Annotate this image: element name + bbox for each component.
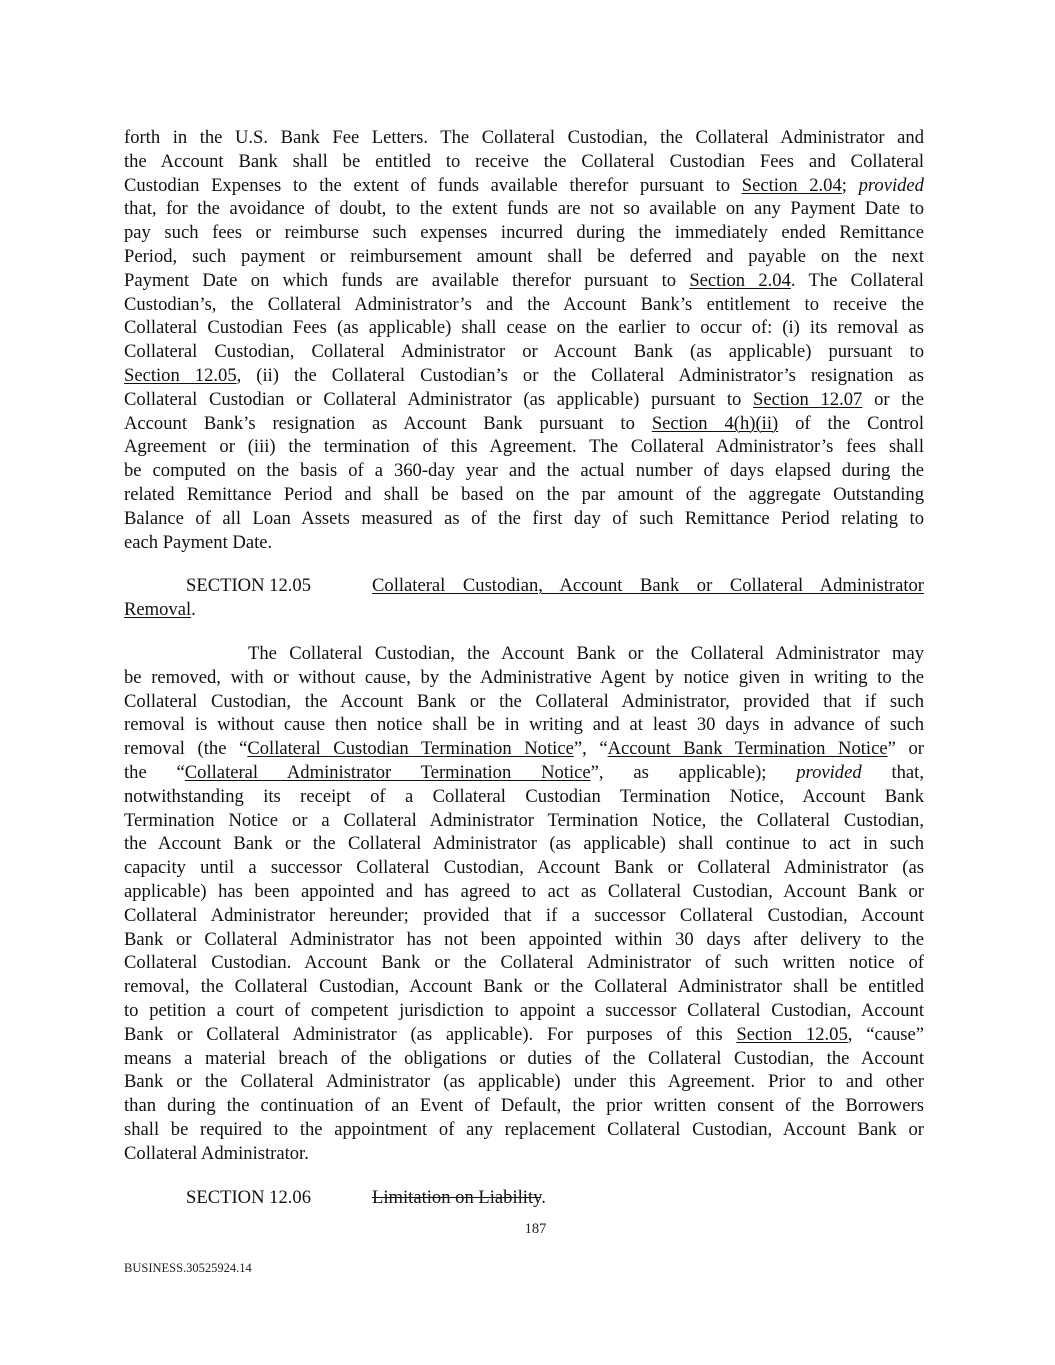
text-line: forth in the U.S. Bank Fee Letters. The Collateral Custodian, the Collateral Administrator and xyxy=(124,127,924,148)
text-line: Custodian Expenses to the extent of funds available therefor pursuant to Section 2.04; provided xyxy=(124,174,924,196)
text-line: be removed, with or without cause, by the Administrative Agent by notice given in writing to the xyxy=(124,666,924,688)
text-line: Collateral Custodian. Account Bank or the Collateral Administrator of such written notice of xyxy=(124,952,924,974)
text-line: to petition a court of competent jurisdiction to appoint a successor Collateral Custodian, Account xyxy=(124,999,924,1021)
text-line: Collateral Custodian Fees (as applicable) shall cease on the earlier to occur of: (i) its removal as xyxy=(124,317,924,339)
text-line: Collateral Custodian or Collateral Administrator (as applicable) pursuant to Section 12.07 or the xyxy=(124,388,924,410)
text-line: Agreement or (iii) the termination of this Agreement. The Collateral Administrator’s fees shall xyxy=(124,436,924,458)
defined-term: Collateral Administrator Termination Notice xyxy=(184,761,591,783)
text-line: than during the continuation of an Event of Default, the prior written consent of the Borrowers xyxy=(124,1095,924,1117)
section-title: Collateral Custodian, Account Bank or Collateral Administrator xyxy=(372,575,924,596)
cross-reference-link[interactable]: Section 4(h)(ii) xyxy=(651,412,779,434)
text-line: that, for the avoidance of doubt, to the extent funds are not so available on any Payment Date to xyxy=(124,198,924,220)
defined-term: Account Bank Termination Notice xyxy=(607,738,888,760)
text-line: Collateral Administrator. xyxy=(124,1142,309,1164)
text-line: Period, such payment or reimbursement amount shall be deferred and payable on the next xyxy=(124,245,924,267)
text-line: Custodian’s, the Collateral Administrator’s and the Account Bank’s entitlement to receive the xyxy=(124,293,924,315)
provided-emphasis: provided xyxy=(858,174,924,196)
section-title-continued: Removal xyxy=(124,598,192,620)
text-line: the Account Bank shall be entitled to receive the Collateral Custodian Fees and Collateral xyxy=(124,150,924,172)
text-line: each Payment Date. xyxy=(124,531,273,553)
text-line: Bank or Collateral Administrator (as applicable). For purposes of this Section 12.05, “cause” xyxy=(124,1023,924,1045)
text-line: notwithstanding its receipt of a Collateral Custodian Termination Notice, Account Bank xyxy=(124,785,924,807)
text-line: be computed on the basis of a 360-day year and the actual number of days elapsed during the xyxy=(124,460,924,482)
defined-term: Collateral Custodian Termination Notice xyxy=(247,738,574,760)
text-line: removal is without cause then notice shall be in writing and at least 30 days in advance of such xyxy=(124,714,924,736)
text-line: removal, the Collateral Custodian, Account Bank or the Collateral Administrator shall be entitled xyxy=(124,976,924,998)
text-line: Termination Notice or a Collateral Administrator Termination Notice, the Collateral Custodian, xyxy=(124,809,924,831)
text-line: capacity until a successor Collateral Custodian, Account Bank or Collateral Administrator (as xyxy=(124,857,924,879)
cross-reference-link[interactable]: Section 12.07 xyxy=(753,388,863,410)
text-line: shall be required to the appointment of any replacement Collateral Custodian, Account Bank or xyxy=(124,1118,924,1140)
text-line: Payment Date on which funds are available therefor pursuant to Section 2.04. The Collateral xyxy=(124,269,924,291)
text-line: pay such fees or reimburse such expenses incurred during the immediately ended Remittance xyxy=(124,222,924,244)
cross-reference-link[interactable]: Section 12.05 xyxy=(124,364,237,386)
paragraph-fees xyxy=(124,126,924,554)
text-line: Collateral Custodian, Collateral Administrator or Account Bank (as applicable) pursuant to xyxy=(124,341,924,363)
text-line: Bank or the Collateral Administrator (as applicable) under this Agreement. Prior to and other xyxy=(124,1071,924,1093)
section-title-struck: Limitation on Liability xyxy=(372,1187,542,1208)
text-line: related Remittance Period and shall be based on the par amount of the aggregate Outstanding xyxy=(124,483,924,505)
text-line: applicable) has been appointed and has agreed to act as Collateral Custodian, Account Bank or xyxy=(124,880,924,902)
cross-reference-link[interactable]: Section 2.04 xyxy=(689,269,791,291)
cross-reference-link[interactable]: Section 12.05 xyxy=(736,1023,848,1045)
page-number: 187 xyxy=(524,1221,547,1237)
text-line: means a material breach of the obligations or duties of the Collateral Custodian, the Account xyxy=(124,1047,924,1069)
section-number: SECTION 12.06 xyxy=(186,1187,311,1208)
text-line: Account Bank’s resignation as Account Bank pursuant to Section 4(h)(ii) of the Control xyxy=(124,412,924,434)
section-heading-12-05: SECTION 12.05 Collateral Custodian, Account Bank or Collateral Administrator Removal. xyxy=(124,575,924,620)
text-line: removal (the “Collateral Custodian Termination Notice”, “Account Bank Termination Notice” or xyxy=(124,738,924,760)
text-line: Collateral Administrator hereunder; provided that if a successor Collateral Custodian, Account xyxy=(124,904,924,926)
provided-emphasis: provided xyxy=(796,761,862,783)
text-line: the “Collateral Administrator Termination Notice”, as applicable); provided that, xyxy=(124,761,924,783)
cross-reference-link[interactable]: Section 2.04 xyxy=(741,174,842,196)
text-line: The Collateral Custodian, the Account Bank or the Collateral Administrator may xyxy=(248,643,924,664)
text-line: Section 12.05, (ii) the Collateral Custodian’s or the Collateral Administrator’s resignation as xyxy=(124,364,924,386)
text-line: Balance of all Loan Assets measured as of the first day of such Remittance Period relating to xyxy=(124,507,924,529)
section-number: SECTION 12.05 xyxy=(186,575,311,596)
paragraph-removal xyxy=(124,642,924,1166)
section-heading-12-06: SECTION 12.06 Limitation on Liability. xyxy=(124,1186,924,1210)
text-line: the Account Bank or the Collateral Administrator (as applicable) shall continue to act in such xyxy=(124,833,924,855)
document-id-footer: BUSINESS.30525924.14 xyxy=(124,1261,252,1275)
text-line: Bank or Collateral Administrator has not been appointed within 30 days after delivery to the xyxy=(124,928,924,950)
text-line: Collateral Custodian, the Account Bank or the Collateral Administrator, provided that if such xyxy=(124,690,924,712)
